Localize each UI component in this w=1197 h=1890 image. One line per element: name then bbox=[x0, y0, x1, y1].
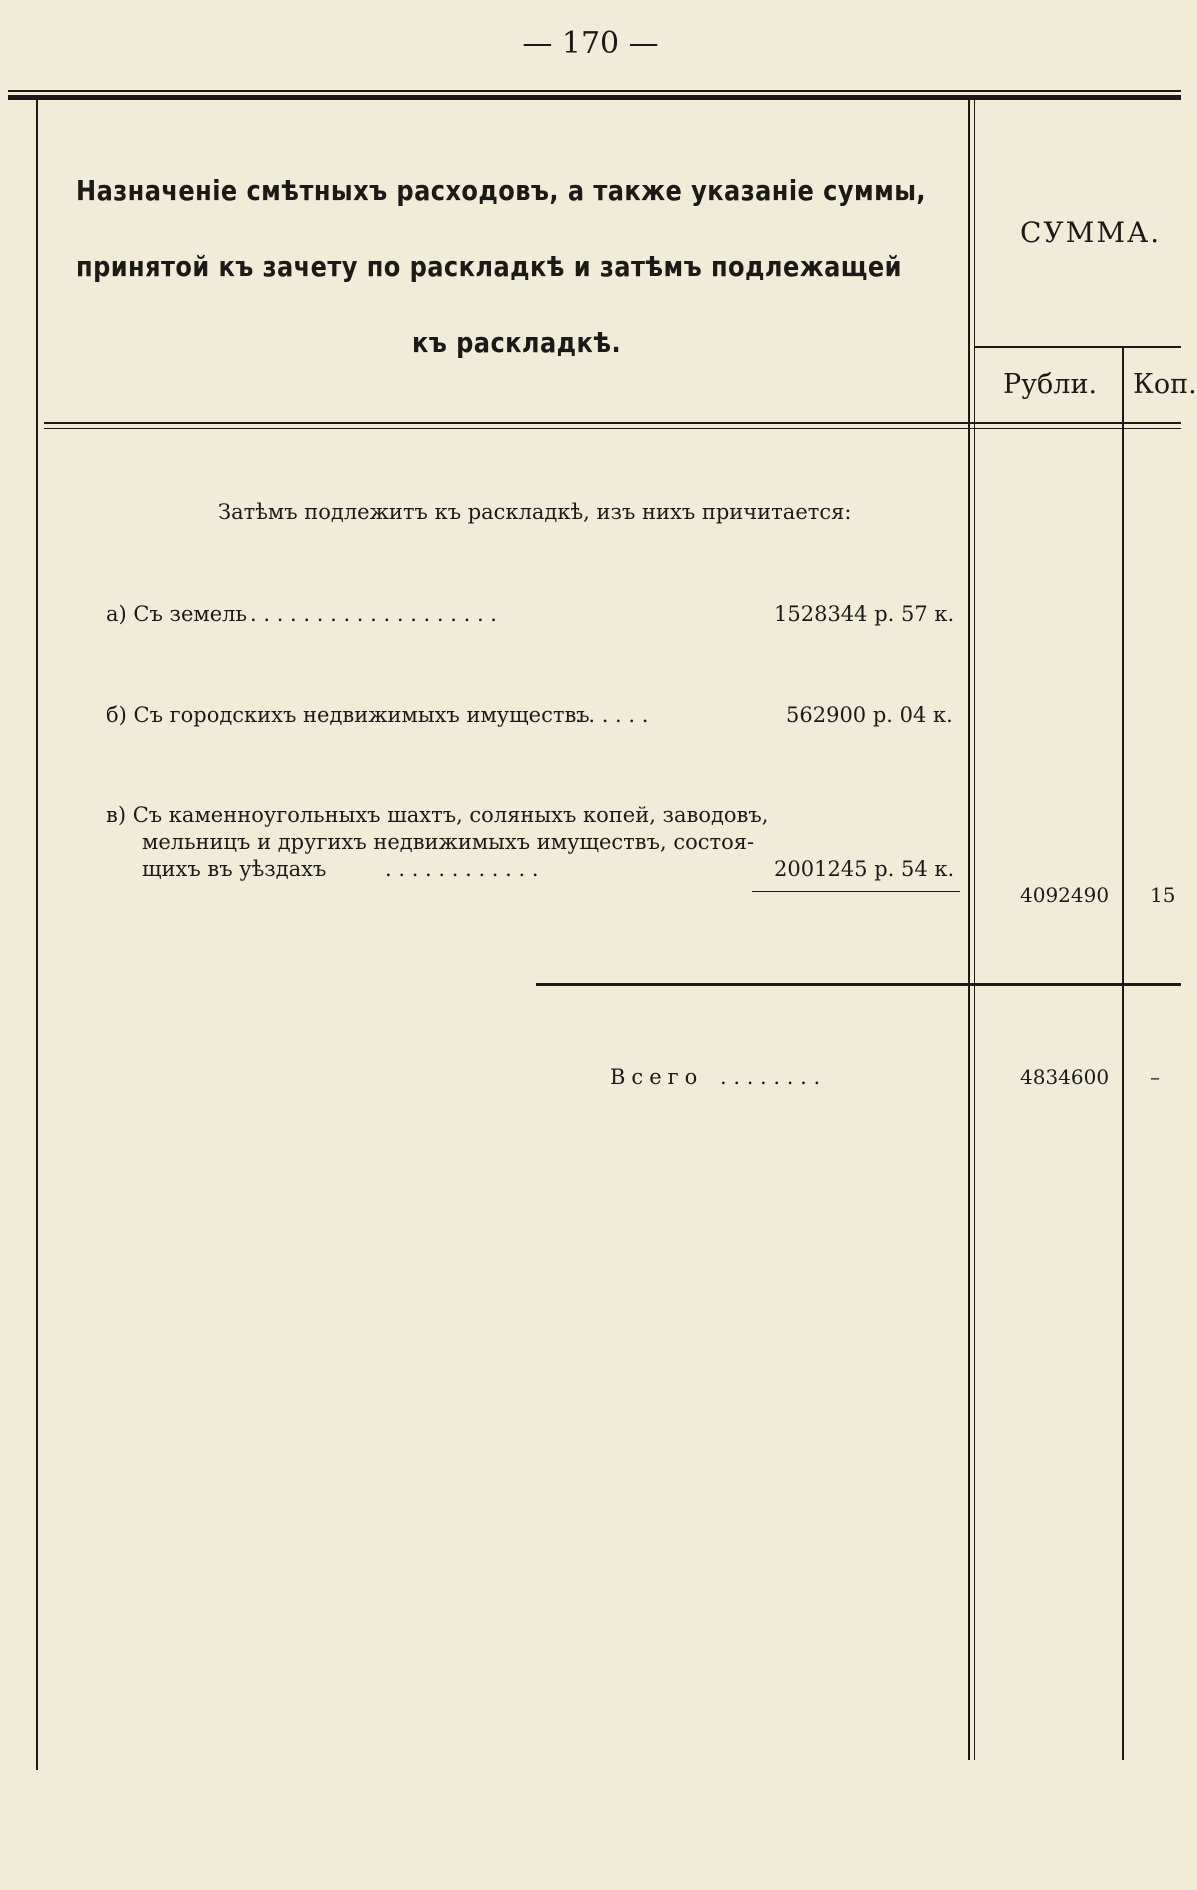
header-rule bbox=[44, 422, 1181, 424]
top-rule-thick bbox=[8, 95, 1181, 100]
item-a-dots: . . . . . . . . . . . . . . . . . . . bbox=[250, 602, 497, 626]
top-rule-thin bbox=[8, 90, 1181, 92]
column-divider-kopecks bbox=[1122, 348, 1124, 1760]
header-title-line-2: принятой къ зачету по раскладкѣ и затѣмъ подлежащей bbox=[76, 250, 902, 283]
item-c-dots: . . . . . . . . . . . . bbox=[385, 857, 539, 881]
total-label: Всего bbox=[610, 1065, 704, 1089]
header-title-line-3: къ раскладкѣ. bbox=[412, 326, 622, 359]
item-b-label: б) Съ городскихъ недвижимыхъ имуществъ bbox=[106, 703, 590, 727]
subtotal-kopecks: 15 bbox=[1150, 883, 1176, 907]
column-divider-sum bbox=[968, 100, 970, 1760]
item-c-label-line-3: щихъ въ уѣздахъ bbox=[142, 857, 327, 881]
header-rule-2 bbox=[44, 428, 1181, 429]
item-c-label-line-2: мельницъ и другихъ недвижимыхъ имуществъ, состоя- bbox=[142, 830, 755, 854]
page-number: — 170 — bbox=[522, 26, 659, 61]
sum-column-header: СУММА. bbox=[1020, 216, 1162, 249]
subtotal-rubles: 4092490 bbox=[1020, 883, 1110, 907]
total-dots: . . . . . . . . bbox=[720, 1065, 821, 1089]
kopecks-column-header: Коп. bbox=[1133, 369, 1197, 400]
item-b-amount: 562900 р. 04 к. bbox=[786, 703, 953, 727]
rubles-column-header: Рубли. bbox=[1003, 369, 1098, 400]
items-sum-rule bbox=[752, 891, 960, 892]
header-title-line-1: Назначеніе смѣтныхъ расходовъ, а также указаніе суммы, bbox=[76, 174, 926, 207]
total-rubles: 4834600 bbox=[1020, 1065, 1110, 1089]
item-a-label: а) Съ земель bbox=[106, 602, 247, 626]
total-kopecks: – bbox=[1150, 1065, 1160, 1089]
sum-subheader-rule bbox=[975, 346, 1181, 348]
column-divider-sum-2 bbox=[974, 100, 975, 1760]
intro-text: Затѣмъ подлежитъ къ раскладкѣ, изъ нихъ причитается: bbox=[218, 500, 852, 524]
item-b-dots: . . . . . . bbox=[575, 703, 649, 727]
item-c-label-line-1: в) Съ каменноугольныхъ шахтъ, соляныхъ копей, заводовъ, bbox=[106, 803, 769, 827]
left-border bbox=[36, 100, 38, 1770]
item-c-amount: 2001245 р. 54 к. bbox=[774, 857, 955, 881]
item-a-amount: 1528344 р. 57 к. bbox=[774, 602, 955, 626]
total-rule bbox=[536, 983, 1181, 986]
